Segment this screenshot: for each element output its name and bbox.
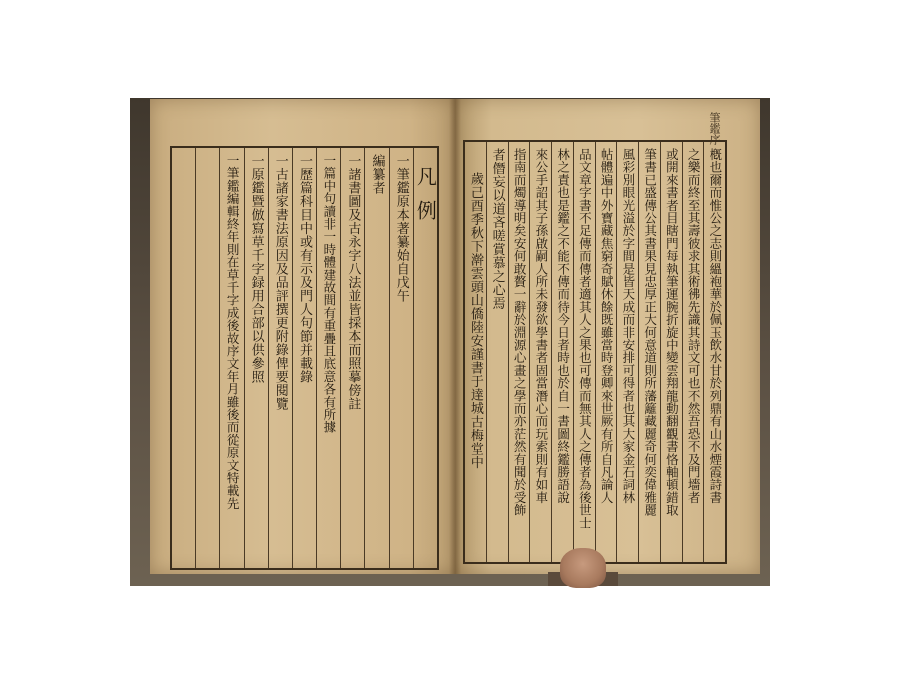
right-text-3: 或開來書者目瞎門每執筆運腕折旋中變雲翔龍動翻觀書恪軸頓錯取 [664,148,680,517]
left-text-5: 一歷篇科目中或有示及門人句節并載錄 [296,154,312,384]
left-text-6: 一古諸家書法原因及品評撰更附錄俾要閱覽 [272,154,288,411]
right-text-1: 槪也爾而惟公之志則縕袍華於佩玉飲水甘於列鼎有山水煙霞詩書 [707,148,723,504]
left-column-7 [244,148,268,568]
right-text-9: 來公手詔其子孫啟嗣人所未發欲學書者固當潛心而玩索則有如車 [533,148,549,504]
right-column-6 [595,142,617,562]
left-column-3 [340,148,364,568]
left-text-2: 編纂者 [369,154,385,195]
right-column-8 [551,142,573,562]
left-text-4: 一篇中句讀非一時體建故間有重疊且底意各有所據 [321,154,337,434]
left-column-heading [413,148,437,568]
thumb-holding-page [560,548,606,588]
right-column-4 [638,142,660,562]
right-text-4: 筆書已盛傳公其書果見忠厚正大何意道則所藩籬藏麗奇何奕偉雅麗 [642,148,658,517]
section-heading: 凡例 [413,166,437,234]
left-text-8: 一筆鑑編輯終年則在草千字成後故序文年月雖後而從原文特載先 [225,154,241,510]
right-text-6: 帖體遍中外寶藏焦窮奇賦休餘既雖當時登卿來世厥有所自凡論人 [599,148,615,504]
right-text-10: 指南而燭導明矣安何敢贅一辭於淵源心畫之學而亦茫然有聞於受飾 [512,148,528,517]
right-column-10 [508,142,530,562]
right-column-11 [486,142,508,562]
left-column-1 [389,148,413,568]
right-text-frame [463,140,727,564]
right-text-12: 歲己酉季秋下澣雲頭山僑陸安謹書于達城古梅堂中 [467,172,483,469]
right-column-1 [703,142,725,562]
left-text-frame [170,146,439,570]
right-column-9 [529,142,551,562]
right-text-11: 者僭妄以道吝嗟賞慕之心焉 [489,148,505,310]
left-column-2 [364,148,388,568]
left-column-8 [219,148,243,568]
left-text-3: 一諸書圖及古永字八法並皆採本而照摹傍註 [345,154,361,411]
left-column-4 [316,148,340,568]
left-text-1: 一筆鑑原本著纂始自戊午 [393,154,409,303]
right-column-2 [682,142,704,562]
left-column-5 [292,148,316,568]
right-text-7: 品文章字書不足傳而傳者適其人之果也可傳而無其人之傳者為後世士 [577,148,593,529]
left-column-blank-1 [195,148,219,568]
right-column-12 [465,142,486,562]
right-column-5 [616,142,638,562]
right-column-3 [660,142,682,562]
right-column-7 [573,142,595,562]
right-text-2: 之樂而終至其壽彼求其術彿先識其詩文可也不然吾恐不及門墻者 [686,148,702,504]
left-column-6 [268,148,292,568]
left-text-7: 一原鑑暨倣寫草千字録用合部以供參照 [248,154,264,384]
left-column-blank-2 [172,148,195,568]
right-text-5: 風彩別眼光溢於字間是皆天成而非安排可得者也其大家金石詞林 [620,148,636,504]
page-running-head: 筆鑑序 [708,112,721,145]
right-text-8: 林之責也是鑑之不能不傳而待今日者時也於自一書圖終鑑勝語說 [555,148,571,504]
book-gutter [449,99,461,574]
